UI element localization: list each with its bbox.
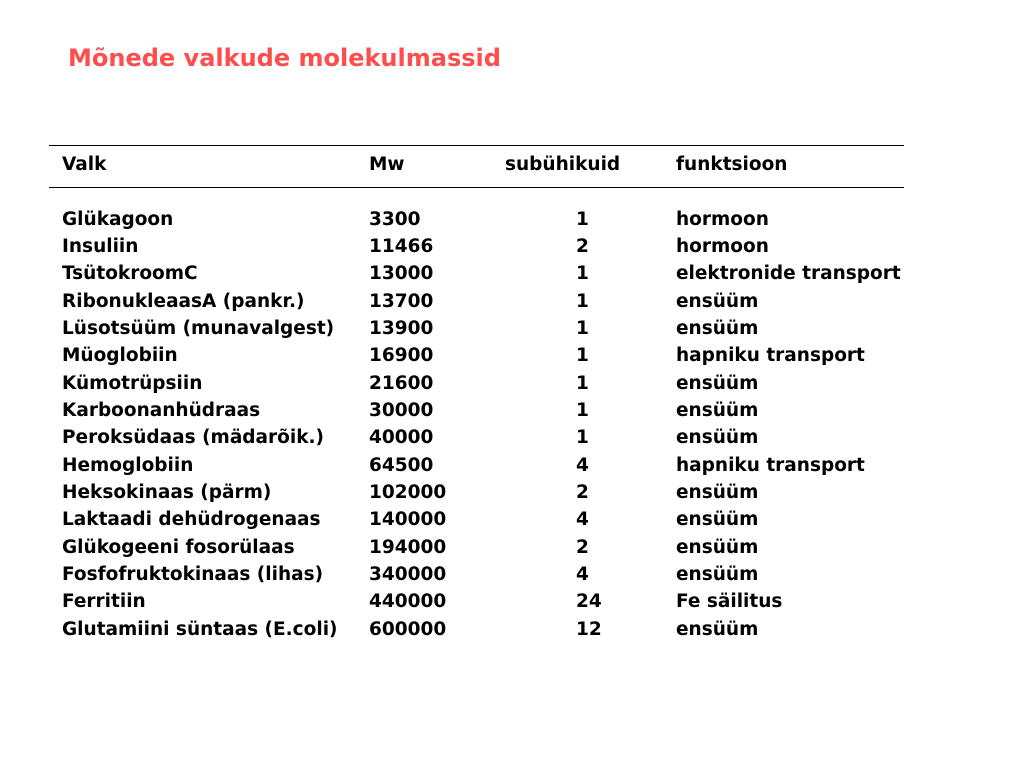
protein-subunits: 1: [576, 427, 589, 448]
protein-function: ensüüm: [676, 564, 759, 585]
protein-mw: 3300: [369, 209, 421, 230]
protein-subunits: 1: [576, 263, 589, 284]
protein-function: ensüüm: [676, 482, 759, 503]
table-row: [0, 260, 1024, 287]
header-protein: Valk: [62, 154, 107, 175]
protein-mw: 600000: [369, 619, 447, 640]
protein-subunits: 1: [576, 291, 589, 312]
protein-mw: 30000: [369, 400, 434, 421]
protein-function: hapniku transport: [676, 455, 865, 476]
protein-mw: 194000: [369, 537, 447, 558]
protein-mw: 140000: [369, 509, 447, 530]
protein-subunits: 24: [576, 591, 602, 612]
protein-name: Glükogeeni fosorülaas: [62, 537, 295, 558]
protein-subunits: 4: [576, 564, 589, 585]
protein-subunits: 4: [576, 455, 589, 476]
protein-function: hapniku transport: [676, 345, 865, 366]
protein-function: ensüüm: [676, 318, 759, 339]
table-row: [0, 588, 1024, 615]
protein-name: TsütokroomC: [62, 263, 198, 284]
protein-function: ensüüm: [676, 291, 759, 312]
protein-function: hormoon: [676, 209, 769, 230]
protein-name: Karboonanhüdraas: [62, 400, 261, 421]
protein-subunits: 1: [576, 400, 589, 421]
protein-name: Fosfofruktokinaas (lihas): [62, 564, 324, 585]
protein-subunits: 4: [576, 509, 589, 530]
table-row: [0, 397, 1024, 424]
table-row: [0, 233, 1024, 260]
table-row: [0, 206, 1024, 233]
protein-name: Peroksüdaas (mädarõik.): [62, 427, 324, 448]
protein-mw: 40000: [369, 427, 434, 448]
protein-name: Glutamiini süntaas (E.coli): [62, 619, 338, 640]
table-row: [0, 342, 1024, 369]
protein-subunits: 1: [576, 345, 589, 366]
protein-name: Laktaadi dehüdrogenaas: [62, 509, 321, 530]
protein-mw: 13900: [369, 318, 434, 339]
header-mw: Mw: [369, 154, 405, 175]
table-top-rule: [49, 145, 904, 146]
protein-mw: 102000: [369, 482, 447, 503]
protein-name: RibonukleaasA (pankr.): [62, 291, 305, 312]
protein-mw: 13700: [369, 291, 434, 312]
table-row: [0, 561, 1024, 588]
table-row: [0, 506, 1024, 533]
protein-function: ensüüm: [676, 373, 759, 394]
protein-subunits: 1: [576, 373, 589, 394]
protein-mw: 11466: [369, 236, 434, 257]
protein-name: Glükagoon: [62, 209, 174, 230]
protein-function: ensüüm: [676, 509, 759, 530]
protein-name: Insuliin: [62, 236, 139, 257]
protein-name: Ferritiin: [62, 591, 146, 612]
slide-title: Mõnede valkude molekulmassid: [68, 44, 501, 72]
protein-function: Fe säilitus: [676, 591, 783, 612]
protein-mw: 21600: [369, 373, 434, 394]
protein-function: ensüüm: [676, 427, 759, 448]
table-row: [0, 424, 1024, 451]
table-row: [0, 288, 1024, 315]
table-row: [0, 370, 1024, 397]
protein-function: hormoon: [676, 236, 769, 257]
header-function: funktsioon: [676, 154, 788, 175]
header-subunits: subühikuid: [505, 154, 621, 175]
table-row: [0, 452, 1024, 479]
table-header-rule: [49, 187, 904, 188]
protein-name: Hemoglobiin: [62, 455, 194, 476]
protein-mw: 16900: [369, 345, 434, 366]
protein-subunits: 1: [576, 318, 589, 339]
table-row: [0, 479, 1024, 506]
protein-subunits: 1: [576, 209, 589, 230]
protein-function: ensüüm: [676, 619, 759, 640]
protein-function: ensüüm: [676, 400, 759, 421]
protein-function: elektronide transport: [676, 263, 901, 284]
table-row: [0, 315, 1024, 342]
protein-name: Lüsotsüüm (munavalgest): [62, 318, 335, 339]
protein-mw: 64500: [369, 455, 434, 476]
table-row: [0, 534, 1024, 561]
protein-name: Müoglobiin: [62, 345, 178, 366]
protein-mw: 440000: [369, 591, 447, 612]
protein-subunits: 2: [576, 236, 589, 257]
protein-name: Heksokinaas (pärm): [62, 482, 272, 503]
table-header-row: [0, 151, 1024, 178]
protein-subunits: 12: [576, 619, 602, 640]
protein-subunits: 2: [576, 537, 589, 558]
protein-mw: 13000: [369, 263, 434, 284]
protein-name: Kümotrüpsiin: [62, 373, 203, 394]
table-row: [0, 616, 1024, 643]
protein-subunits: 2: [576, 482, 589, 503]
protein-function: ensüüm: [676, 537, 759, 558]
protein-mw: 340000: [369, 564, 447, 585]
